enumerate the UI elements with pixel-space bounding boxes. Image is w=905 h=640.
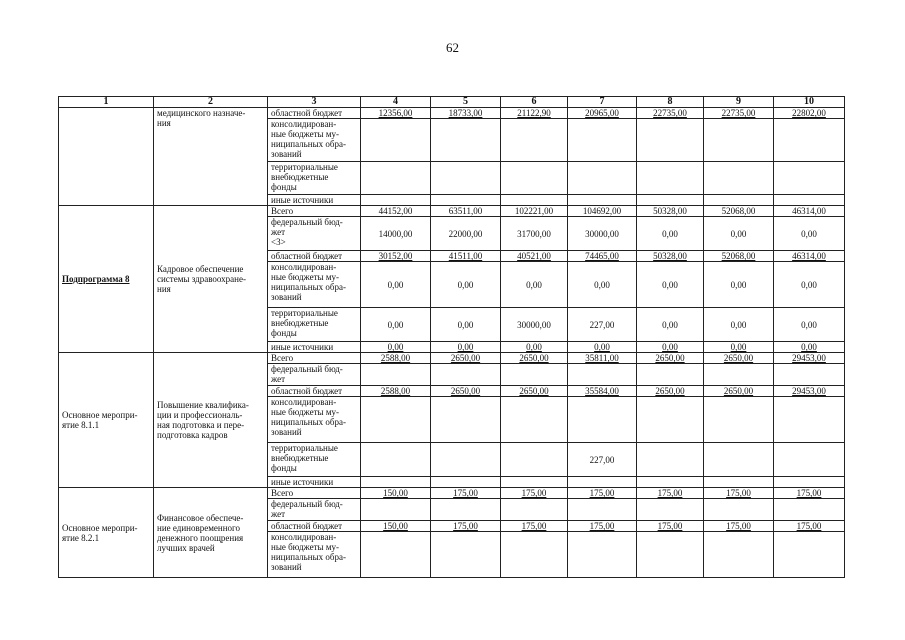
amount-cell: 18733,00 bbox=[431, 108, 501, 119]
amount-cell bbox=[774, 443, 845, 477]
amount-cell: 0,00 bbox=[501, 342, 568, 353]
funding-source-cell: территориальные внебюджетные фонды bbox=[268, 308, 361, 342]
amount-cell: 0,00 bbox=[704, 262, 774, 308]
amount-cell: 44152,00 bbox=[361, 206, 431, 217]
program-name-cell bbox=[59, 206, 154, 353]
amount-cell: 0,00 bbox=[774, 262, 845, 308]
amount-cell: 35584,00 bbox=[568, 386, 637, 397]
amount-cell bbox=[774, 532, 845, 578]
amount-cell: 52068,00 bbox=[704, 251, 774, 262]
amount-cell bbox=[361, 499, 431, 521]
program-description: медицинского назначе- ния bbox=[157, 108, 246, 128]
amount-cell: 46314,00 bbox=[774, 206, 845, 217]
header-cell: 5 bbox=[431, 97, 501, 108]
amount-cell: 22802,00 bbox=[774, 108, 845, 119]
program-description-cell bbox=[154, 353, 268, 488]
amount-cell bbox=[501, 499, 568, 521]
amount-cell: 29453,00 bbox=[774, 353, 845, 364]
amount-cell: 175,00 bbox=[637, 521, 704, 532]
amount-cell: 102221,00 bbox=[501, 206, 568, 217]
amount-cell bbox=[704, 195, 774, 206]
table-row bbox=[59, 206, 845, 217]
amount-cell: 0,00 bbox=[637, 262, 704, 308]
program-description: Повышение квалифика- ции и профессиональ- ная подготовка и пере- подготовка кадров bbox=[157, 400, 249, 440]
amount-cell: 175,00 bbox=[774, 521, 845, 532]
amount-cell bbox=[774, 364, 845, 386]
amount-cell: 2588,00 bbox=[361, 386, 431, 397]
amount-cell: 0,00 bbox=[431, 262, 501, 308]
amount-cell bbox=[361, 477, 431, 488]
program-description: Финансовое обеспече- ние единовременного денежного поощрения лучших врачей bbox=[157, 512, 244, 553]
amount-cell: 35811,00 bbox=[568, 353, 637, 364]
funding-source-cell: областной бюджет bbox=[268, 108, 361, 119]
amount-cell bbox=[637, 397, 704, 443]
amount-cell bbox=[431, 162, 501, 195]
amount-cell: 104692,00 bbox=[568, 206, 637, 217]
amount-cell: 0,00 bbox=[704, 217, 774, 251]
funding-source-cell: областной бюджет bbox=[268, 386, 361, 397]
amount-cell bbox=[637, 119, 704, 162]
header-cell: 9 bbox=[704, 97, 774, 108]
amount-cell bbox=[361, 443, 431, 477]
amount-cell: 63511,00 bbox=[431, 206, 501, 217]
amount-cell: 22735,00 bbox=[637, 108, 704, 119]
amount-cell: 21122,90 bbox=[501, 108, 568, 119]
amount-cell: 175,00 bbox=[774, 488, 845, 499]
amount-cell bbox=[774, 119, 845, 162]
funding-source-cell: Всего bbox=[268, 206, 361, 217]
header-cell: 2 bbox=[154, 97, 268, 108]
amount-cell bbox=[637, 364, 704, 386]
table-row bbox=[59, 353, 845, 364]
funding-source-cell: консолидирован- ные бюджеты му- ниципальных обра- зований bbox=[268, 119, 361, 162]
program-name: Основное меропри- ятие 8.1.1 bbox=[62, 410, 138, 430]
amount-cell bbox=[637, 443, 704, 477]
amount-cell: 29453,00 bbox=[774, 386, 845, 397]
amount-cell bbox=[568, 119, 637, 162]
amount-cell bbox=[361, 532, 431, 578]
amount-cell: 175,00 bbox=[568, 488, 637, 499]
page-number: 62 bbox=[446, 40, 459, 55]
funding-source-cell: иные источники bbox=[268, 342, 361, 353]
header-cell: 7 bbox=[568, 97, 637, 108]
amount-cell: 2650,00 bbox=[704, 386, 774, 397]
amount-cell bbox=[501, 443, 568, 477]
amount-cell bbox=[637, 162, 704, 195]
amount-cell bbox=[568, 397, 637, 443]
header-cell: 8 bbox=[637, 97, 704, 108]
program-name-cell bbox=[59, 488, 154, 578]
amount-cell: 0,00 bbox=[431, 308, 501, 342]
funding-source-cell: иные источники bbox=[268, 477, 361, 488]
amount-cell bbox=[637, 532, 704, 578]
amount-cell: 22735,00 bbox=[704, 108, 774, 119]
amount-cell: 0,00 bbox=[501, 262, 568, 308]
amount-cell: 0,00 bbox=[361, 342, 431, 353]
amount-cell bbox=[431, 397, 501, 443]
amount-cell: 0,00 bbox=[361, 308, 431, 342]
amount-cell: 46314,00 bbox=[774, 251, 845, 262]
amount-cell bbox=[361, 162, 431, 195]
amount-cell: 2650,00 bbox=[431, 353, 501, 364]
amount-cell: 0,00 bbox=[774, 217, 845, 251]
header-cell: 6 bbox=[501, 97, 568, 108]
amount-cell bbox=[704, 364, 774, 386]
amount-cell: 41511,00 bbox=[431, 251, 501, 262]
amount-cell bbox=[704, 477, 774, 488]
amount-cell: 0,00 bbox=[431, 342, 501, 353]
amount-cell bbox=[501, 532, 568, 578]
header-cell: 10 bbox=[774, 97, 845, 108]
amount-cell: 0,00 bbox=[704, 342, 774, 353]
amount-cell: 2588,00 bbox=[361, 353, 431, 364]
amount-cell: 175,00 bbox=[568, 521, 637, 532]
funding-source-cell: федеральный бюд- жет bbox=[268, 364, 361, 386]
amount-cell bbox=[568, 195, 637, 206]
amount-cell: 150,00 bbox=[361, 488, 431, 499]
amount-cell: 2650,00 bbox=[501, 353, 568, 364]
amount-cell bbox=[501, 162, 568, 195]
amount-cell: 30000,00 bbox=[501, 308, 568, 342]
funding-source-cell: областной бюджет bbox=[268, 251, 361, 262]
amount-cell: 0,00 bbox=[361, 262, 431, 308]
amount-cell: 175,00 bbox=[431, 521, 501, 532]
header-cell: 1 bbox=[59, 97, 154, 108]
header-cell: 3 bbox=[268, 97, 361, 108]
amount-cell: 175,00 bbox=[704, 521, 774, 532]
budget-table bbox=[58, 96, 845, 578]
amount-cell bbox=[774, 195, 845, 206]
amount-cell: 2650,00 bbox=[637, 353, 704, 364]
funding-source-cell: Всего bbox=[268, 353, 361, 364]
amount-cell: 0,00 bbox=[568, 262, 637, 308]
amount-cell bbox=[501, 397, 568, 443]
amount-cell bbox=[431, 532, 501, 578]
funding-source-cell: консолидирован- ные бюджеты му- ниципальных обра- зований bbox=[268, 397, 361, 443]
program-name-cell bbox=[59, 108, 154, 206]
funding-source-cell: территориальные внебюджетные фонды bbox=[268, 162, 361, 195]
amount-cell bbox=[501, 477, 568, 488]
amount-cell: 40521,00 bbox=[501, 251, 568, 262]
amount-cell: 52068,00 bbox=[704, 206, 774, 217]
amount-cell bbox=[774, 477, 845, 488]
program-description-cell bbox=[154, 206, 268, 353]
funding-source-cell: областной бюджет bbox=[268, 521, 361, 532]
amount-cell: 2650,00 bbox=[501, 386, 568, 397]
amount-cell bbox=[637, 477, 704, 488]
amount-cell bbox=[431, 443, 501, 477]
amount-cell: 0,00 bbox=[637, 308, 704, 342]
amount-cell: 30000,00 bbox=[568, 217, 637, 251]
program-description: Кадровое обеспечение системы здравоохране- ния bbox=[157, 264, 246, 294]
amount-cell: 50328,00 bbox=[637, 251, 704, 262]
amount-cell bbox=[361, 119, 431, 162]
funding-source-cell: Всего bbox=[268, 488, 361, 499]
amount-cell: 2650,00 bbox=[431, 386, 501, 397]
program-name: Подпрограмма 8 bbox=[62, 274, 130, 284]
amount-cell: 175,00 bbox=[501, 488, 568, 499]
program-description-cell bbox=[154, 108, 268, 206]
amount-cell bbox=[501, 195, 568, 206]
amount-cell bbox=[568, 532, 637, 578]
amount-cell bbox=[704, 532, 774, 578]
funding-source-cell: консолидирован- ные бюджеты му- ниципальных обра- зований bbox=[268, 532, 361, 578]
amount-cell bbox=[431, 364, 501, 386]
amount-cell bbox=[568, 499, 637, 521]
amount-cell: 20965,00 bbox=[568, 108, 637, 119]
funding-source-cell: федеральный бюд- жет <3> bbox=[268, 217, 361, 251]
amount-cell bbox=[431, 119, 501, 162]
amount-cell bbox=[704, 162, 774, 195]
amount-cell bbox=[361, 397, 431, 443]
amount-cell: 175,00 bbox=[501, 521, 568, 532]
amount-cell bbox=[361, 364, 431, 386]
amount-cell bbox=[774, 397, 845, 443]
amount-cell: 0,00 bbox=[637, 217, 704, 251]
amount-cell bbox=[637, 499, 704, 521]
amount-cell: 150,00 bbox=[361, 521, 431, 532]
program-name: Основное меропри- ятие 8.2.1 bbox=[62, 522, 138, 543]
amount-cell bbox=[431, 499, 501, 521]
amount-cell: 14000,00 bbox=[361, 217, 431, 251]
amount-cell bbox=[568, 162, 637, 195]
amount-cell bbox=[568, 364, 637, 386]
amount-cell: 0,00 bbox=[704, 308, 774, 342]
amount-cell bbox=[704, 119, 774, 162]
amount-cell: 2650,00 bbox=[704, 353, 774, 364]
program-description-cell bbox=[154, 488, 268, 578]
funding-source-cell: консолидирован- ные бюджеты му- ниципальных обра- зований bbox=[268, 262, 361, 308]
amount-cell bbox=[431, 195, 501, 206]
amount-cell bbox=[774, 499, 845, 521]
amount-cell: 31700,00 bbox=[501, 217, 568, 251]
amount-cell: 50328,00 bbox=[637, 206, 704, 217]
funding-source-cell: иные источники bbox=[268, 195, 361, 206]
amount-cell bbox=[637, 195, 704, 206]
amount-cell: 227,00 bbox=[568, 443, 637, 477]
amount-cell bbox=[774, 162, 845, 195]
amount-cell: 12356,00 bbox=[361, 108, 431, 119]
header-cell: 4 bbox=[361, 97, 431, 108]
amount-cell bbox=[501, 364, 568, 386]
amount-cell: 0,00 bbox=[637, 342, 704, 353]
funding-source-cell: федеральный бюд- жет bbox=[268, 499, 361, 521]
amount-cell bbox=[501, 119, 568, 162]
amount-cell bbox=[431, 477, 501, 488]
amount-cell: 0,00 bbox=[568, 342, 637, 353]
funding-source-cell: территориальные внебюджетные фонды bbox=[268, 443, 361, 477]
amount-cell: 30152,00 bbox=[361, 251, 431, 262]
amount-cell: 227,00 bbox=[568, 308, 637, 342]
amount-cell: 175,00 bbox=[637, 488, 704, 499]
amount-cell bbox=[704, 499, 774, 521]
amount-cell bbox=[704, 397, 774, 443]
amount-cell bbox=[568, 477, 637, 488]
amount-cell bbox=[361, 195, 431, 206]
table-row bbox=[59, 108, 845, 119]
amount-cell bbox=[704, 443, 774, 477]
table-row bbox=[59, 488, 845, 499]
amount-cell: 175,00 bbox=[704, 488, 774, 499]
amount-cell: 2650,00 bbox=[637, 386, 704, 397]
amount-cell: 0,00 bbox=[774, 308, 845, 342]
header-row bbox=[59, 97, 845, 108]
program-name-cell bbox=[59, 353, 154, 488]
amount-cell: 0,00 bbox=[774, 342, 845, 353]
amount-cell: 74465,00 bbox=[568, 251, 637, 262]
amount-cell: 22000,00 bbox=[431, 217, 501, 251]
amount-cell: 175,00 bbox=[431, 488, 501, 499]
